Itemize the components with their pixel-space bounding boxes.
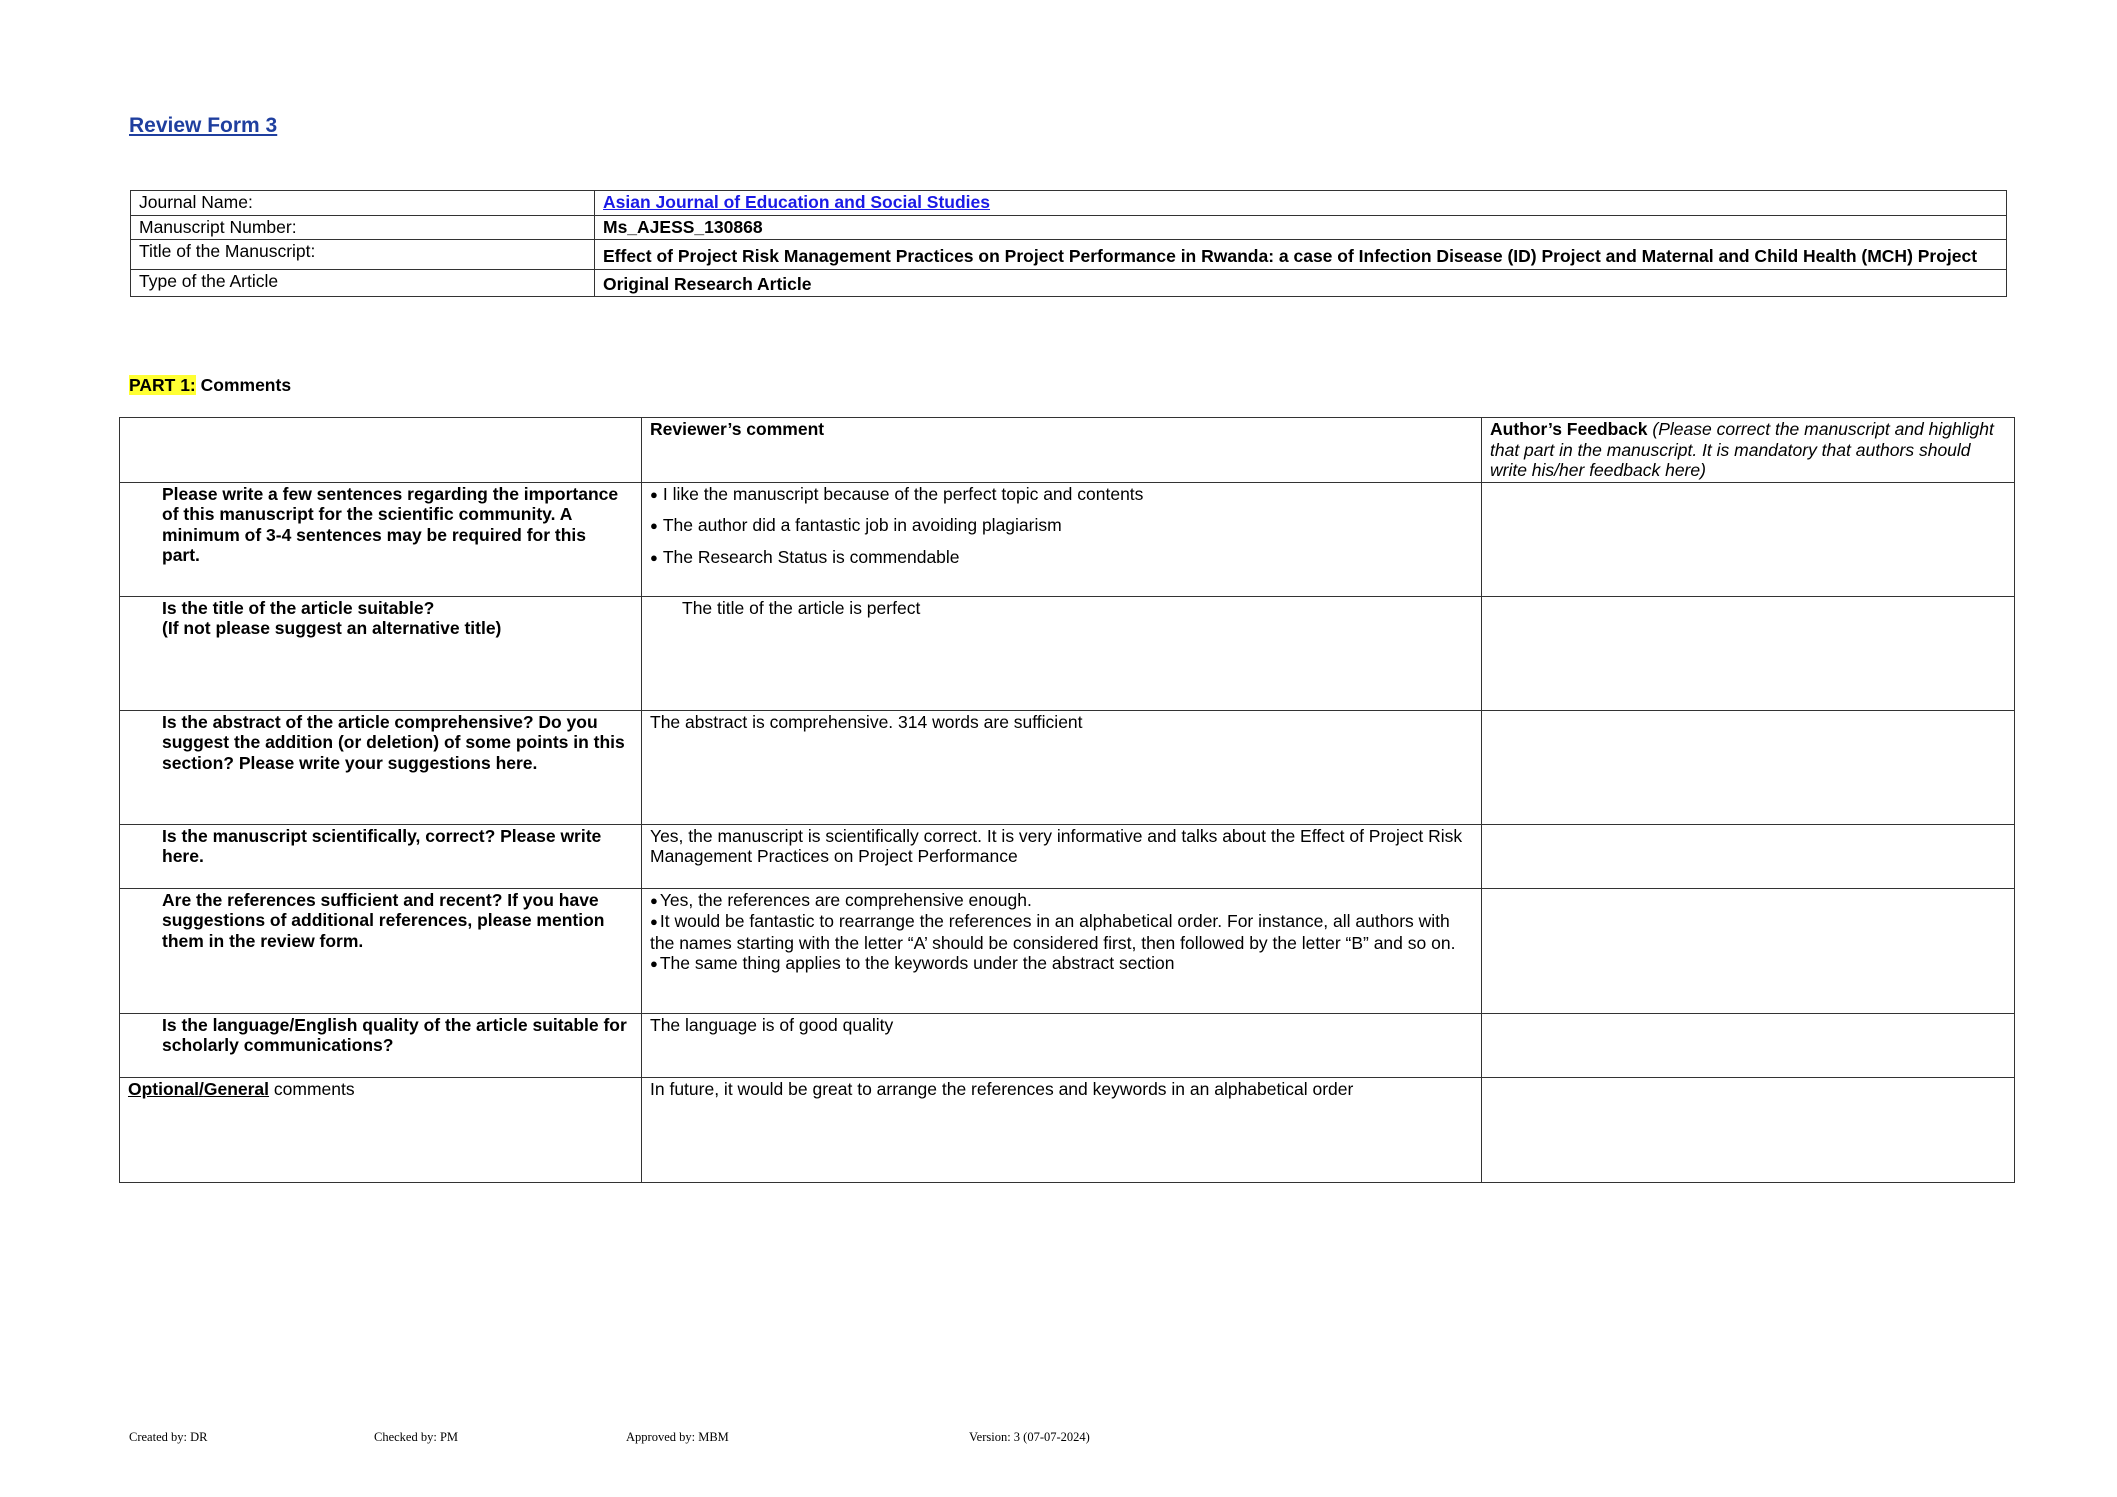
manuscript-info-table [130,190,2007,297]
reviewer-comment-abstract: The abstract is comprehensive. 314 words are sufficient [642,710,1482,824]
comment-bullet: ● The same thing applies to the keywords under the abstract section [650,953,1473,975]
comments-header-row [120,418,2015,483]
optional-general-label: Optional/General comments [120,1077,642,1182]
journal-name-label: Journal Name: [131,191,595,216]
author-feedback-cell[interactable] [1482,824,2015,888]
comment-row-optional [120,1077,2015,1182]
comment-bullet: ● Yes, the references are comprehensive enough. [650,890,1473,912]
comment-bullet: ● It would be fantastic to rearrange the references in an alphabetical order. For instance, all authors with the names starting with the letter “A’ should be considered first, then followed by the letter “B” and so on. [650,911,1473,953]
author-feedback-cell[interactable] [1482,1013,2015,1077]
manuscript-title-value: Effect of Project Risk Management Practices on Project Performance in Rwanda: a case of Infection Disease (ID) Project and Maternal and Child Health (MCH) Project [595,240,2007,270]
manuscript-number-value: Ms_AJESS_130868 [595,215,2007,240]
footer-approved: Approved by: MBM [626,1430,729,1444]
manuscript-number-row [131,215,2007,240]
question-language: Is the language/English quality of the article suitable for scholarly communications? [120,1013,642,1077]
journal-name-row [131,191,2007,216]
comment-bullet: ● The Research Status is commendable [650,547,1473,569]
reviewer-comment-scientific: Yes, the manuscript is scientifically correct. It is very informative and talks about the Effect of Project Risk Management Practices on Project Performance [642,824,1482,888]
part1-heading [129,375,291,396]
journal-name-link[interactable]: Asian Journal of Education and Social Studies [603,192,991,212]
question-references: Are the references sufficient and recent? If you have suggestions of additional references, please mention them in the review form. [120,888,642,1013]
author-feedback-cell[interactable] [1482,482,2015,596]
question-scientific: Is the manuscript scientifically, correct? Please write here. [120,824,642,888]
form-title: Review Form 3 [129,114,278,137]
reviewer-comment-optional: In future, it would be great to arrange the references and keywords in an alphabetical order [642,1077,1482,1182]
reviewer-comment-header: Reviewer’s comment [642,418,1482,483]
author-feedback-note: (Please correct the manuscript and highlight that part in the manuscript. It is mandatory that authors should write his/her feedback here) [1490,419,1994,480]
comment-row-title [120,596,2015,710]
comment-row-abstract [120,710,2015,824]
comments-table [119,417,2015,1183]
author-feedback-cell[interactable] [1482,596,2015,710]
question-title-line1: Is the title of the article suitable? [162,597,435,618]
reviewer-comment-title: The title of the article is perfect [682,597,921,618]
question-header [120,418,642,483]
comment-row-scientific [120,824,2015,888]
author-feedback-header [1482,418,2015,483]
comment-row-language [120,1013,2015,1077]
footer-version: Version: 3 (07-07-2024) [969,1430,1090,1444]
question-title-line2: (If not please suggest an alternative title) [162,618,502,638]
footer-checked: Checked by: PM [374,1430,459,1444]
comment-bullet: ● I like the manuscript because of the perfect topic and contents [650,484,1473,506]
manuscript-title-row [131,240,2007,270]
manuscript-title-label: Title of the Manuscript: [131,240,595,270]
comment-bullet: ● The author did a fantastic job in avoiding plagiarism [650,515,1473,537]
author-feedback-label: Author’s Feedback [1490,419,1648,439]
question-importance: Please write a few sentences regarding the importance of this manuscript for the scientific community. A minimum of 3-4 sentences may be required for this part. [120,482,642,596]
author-feedback-cell[interactable] [1482,710,2015,824]
article-type-label: Type of the Article [131,269,595,297]
manuscript-number-label: Manuscript Number: [131,215,595,240]
article-type-row [131,269,2007,297]
comment-row-references [120,888,2015,1013]
reviewer-comment-references [642,888,1482,1013]
question-abstract: Is the abstract of the article comprehensive? Do you suggest the addition (or deletion) of some points in this section? Please write your suggestions here. [120,710,642,824]
comment-row-importance [120,482,2015,596]
reviewer-comment-language: The language is of good quality [642,1013,1482,1077]
author-feedback-cell[interactable] [1482,1077,2015,1182]
part1-suffix: Comments [195,375,292,395]
author-feedback-cell[interactable] [1482,888,2015,1013]
reviewer-comment-importance [642,482,1482,596]
question-title [120,596,642,710]
article-type-value: Original Research Article [595,269,2007,297]
footer-created: Created by: DR [129,1430,208,1444]
part1-label: PART 1: [129,375,196,395]
